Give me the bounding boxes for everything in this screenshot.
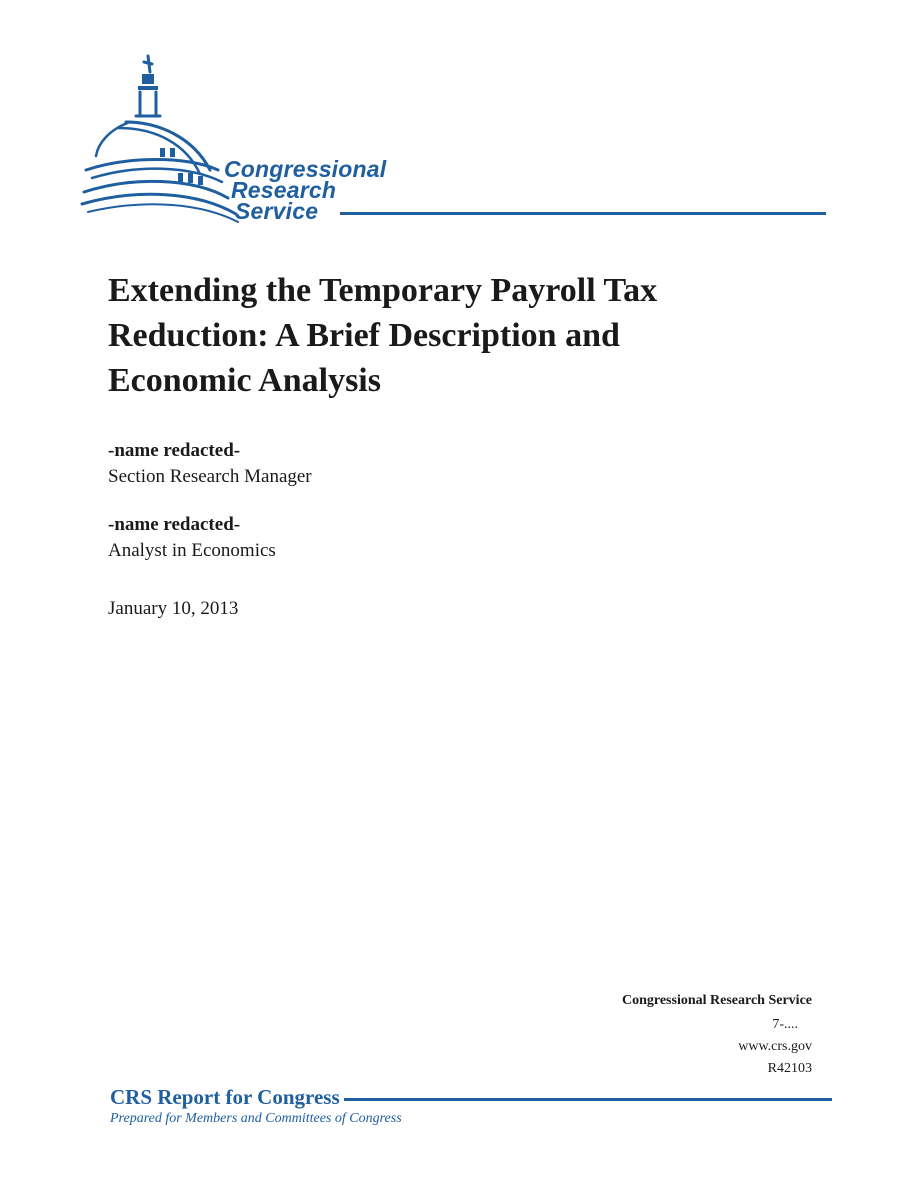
- logo-text-service: Service: [235, 198, 319, 224]
- author-name: -name redacted-: [108, 440, 241, 461]
- footer-subtitle: Prepared for Members and Committees of Congress: [110, 1111, 402, 1126]
- author-name: -name redacted-: [108, 514, 241, 535]
- logo-text-research: Research: [231, 177, 337, 203]
- capitol-dome-icon: [78, 52, 838, 227]
- publisher-website: www.crs.gov: [738, 1039, 812, 1054]
- report-title: [108, 268, 728, 403]
- report-number: R42103: [767, 1061, 812, 1076]
- report-title-line: Reduction: A Brief Description and: [108, 317, 620, 354]
- publisher-code: 7-....: [772, 1017, 798, 1032]
- report-date: January 10, 2013: [108, 598, 239, 619]
- report-title-line: Economic Analysis: [108, 362, 381, 399]
- crs-logo: [78, 52, 838, 227]
- author-entry: [108, 512, 276, 564]
- author-role: Analyst in Economics: [108, 540, 276, 561]
- logo-text-congressional: Congressional: [224, 156, 387, 182]
- footer-title: CRS Report for Congress: [110, 1084, 344, 1110]
- publisher-info: [622, 990, 812, 1080]
- publisher-name: Congressional Research Service: [621, 993, 812, 1008]
- author-entry: [108, 438, 312, 490]
- author-role: Section Research Manager: [108, 466, 312, 487]
- report-title-line: Extending the Temporary Payroll Tax: [108, 272, 658, 309]
